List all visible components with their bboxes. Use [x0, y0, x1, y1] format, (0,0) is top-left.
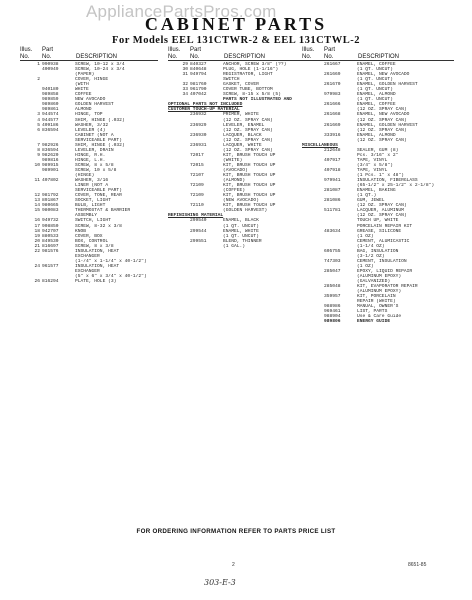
- part-description: BLEND, THINNER: [223, 238, 262, 244]
- part-description: (12 OZ. SPRAY CAN): [357, 203, 407, 209]
- part-number: 281087: [324, 188, 341, 194]
- part-number: 908850: [42, 223, 59, 229]
- column-header-cell: No.: [324, 53, 334, 60]
- part-description: SCREW, 8 x 5/8: [75, 162, 114, 168]
- part-number: 989861: [42, 107, 59, 113]
- part-description: MANUAL, OWNER'S: [357, 304, 399, 310]
- illus-number: [168, 244, 190, 249]
- part-number: 980665: [42, 203, 59, 209]
- part-number: 281086: [324, 198, 341, 204]
- part-description: (1 QT. UNCUT): [357, 87, 393, 93]
- part-description: (12 OZ. SPRAY CAN): [357, 107, 407, 113]
- parts-list: [302, 62, 454, 324]
- part-description: REFINISHING MATERIAL: [168, 213, 224, 219]
- part-description: (1 QT. UNCUT): [223, 233, 259, 239]
- part-description: (12 OZ. SPRAY CAN): [223, 127, 273, 133]
- part-number: 961790: [190, 87, 207, 93]
- part-description: PLATE, HOLE (3): [75, 279, 117, 285]
- part-number: 299551: [190, 238, 207, 244]
- part-description: CABINET (NOT A: [75, 132, 114, 138]
- column-header-cell: Illus.: [302, 47, 315, 53]
- part-number: 988904: [324, 314, 341, 320]
- part-description: COVER TUBE, BOTTOM: [223, 87, 273, 93]
- part-number: 949794: [190, 72, 207, 78]
- illus-number: 32: [182, 82, 188, 88]
- part-description: WHITE: [75, 87, 89, 93]
- part-description: ENAMEL, WHITE: [223, 228, 259, 234]
- part-description: WASHER, 3/32: [75, 122, 109, 128]
- part-description: SCREW, 8-32 x 3/8: [75, 223, 122, 229]
- part-description: ENAMEL, BAKING: [357, 188, 396, 194]
- illus-number: 20: [34, 238, 40, 244]
- part-description: (12 OZ. SPRAY CAN): [357, 137, 407, 143]
- column-header-line: [302, 54, 454, 62]
- part-description: PLUG, HOLE (1-1/16"): [223, 67, 279, 73]
- part-description: SCREW, 8-15 x 5/8 (5): [223, 92, 281, 98]
- part-description: (WITH: [75, 82, 89, 88]
- part-description: SCREW, 10 x 5/8: [75, 167, 117, 173]
- part-number: 236929: [190, 122, 207, 128]
- part-number: 72017: [190, 152, 204, 158]
- part-description: EXCHANGER: [75, 253, 100, 259]
- part-number: 261669: [324, 122, 341, 128]
- part-number: 816697: [42, 243, 59, 249]
- part-number: 979983: [324, 92, 341, 98]
- part-number: [190, 244, 223, 249]
- parts-column-2: [168, 47, 306, 249]
- page-title: CABINET PARTS: [144, 14, 328, 34]
- part-description: ALMOND: [75, 107, 92, 113]
- watermark: AppliancePartsPros.com: [86, 2, 277, 21]
- part-description: INSULATION, HEAT: [75, 248, 120, 254]
- part-number: 982620: [42, 152, 59, 158]
- part-description: (1 Pcs. 1" x 48"): [357, 173, 404, 179]
- part-description: HINGE, L.H.: [75, 157, 106, 163]
- document-code: 8651-85: [408, 562, 427, 568]
- part-description: ENAMEL, ALMOND: [357, 92, 396, 98]
- column-header-cell: Part: [324, 47, 336, 53]
- part-description: REPAIR (WHITE): [357, 299, 396, 305]
- part-description: THERMOSTAT & BARRIER: [75, 208, 131, 214]
- part-description: Use & Care Guide: [357, 314, 402, 320]
- part-description: ENAMEL, NEW AVOCADO: [357, 112, 410, 118]
- column-header-line: [168, 54, 306, 62]
- part-number: 836594: [42, 127, 59, 133]
- illus-number: 34: [182, 92, 188, 98]
- part-description: REGISTRATOR, LIGHT: [223, 72, 273, 78]
- part-description: PORCELAIN REPAIR KIT: [357, 223, 413, 229]
- illus-number: 7: [37, 142, 40, 148]
- part-description: COVER, HINGE: [75, 77, 109, 83]
- part-number: 990938: [42, 62, 59, 67]
- part-number: 285047: [324, 268, 341, 274]
- column-header: [168, 47, 306, 61]
- part-number: 261670: [324, 82, 341, 88]
- part-description: GOLDEN HARVEST: [75, 102, 114, 108]
- part-description: (12 OZ. SPRAY CAN): [223, 117, 273, 123]
- part-description: (1 QT. UNCUT): [357, 77, 393, 83]
- part-number: 236932: [190, 112, 207, 118]
- part-description: (1 GAL.): [223, 243, 246, 249]
- part-description: KIT, BRUSH TOUCH UP: [223, 162, 276, 168]
- part-description: (12 OZ. SPRAY CAN): [357, 213, 407, 219]
- part-description: (PAPER): [75, 72, 95, 78]
- part-number: 944577: [42, 117, 59, 123]
- part-number: 407918: [324, 167, 341, 173]
- part-number: 483634: [324, 228, 341, 234]
- column-header-cell: Part: [190, 47, 202, 53]
- part-description: (NEW AVOCADO): [223, 198, 259, 204]
- part-description: LINER (NOT A: [75, 183, 109, 189]
- part-description: Pcs. 3/16" x 2": [357, 152, 399, 158]
- illus-number: 11: [34, 178, 40, 184]
- part-description: ENAMEL, NEW AVOCADO: [357, 72, 410, 78]
- part-description: TOUCH UP, WHITE: [357, 218, 399, 224]
- illus-number: 17: [34, 223, 40, 229]
- part-description: KIT, BRUSH TOUCH UP: [223, 152, 276, 158]
- part-description: SEALER, GUM (8): [357, 147, 399, 153]
- part-number: 979941: [324, 178, 341, 184]
- part-number: 407917: [324, 157, 341, 163]
- column-header-cell: No.: [168, 53, 178, 60]
- illus-number: 3: [37, 112, 40, 118]
- part-description: PRIMER, WHITE: [223, 112, 259, 118]
- illus-number: 21: [34, 243, 40, 249]
- part-number: 891867: [42, 198, 59, 204]
- parts-list: [20, 62, 158, 284]
- part-number: 940180: [42, 87, 59, 93]
- part-description: GUM, JEWEL: [357, 198, 385, 204]
- part-number: 400949: [42, 67, 59, 73]
- part-description: (5" x 6" x 3/4" x 40-1/2"): [75, 273, 147, 279]
- part-description: (12 OZ. SPRAY CAN): [357, 127, 407, 133]
- part-number: 981760: [190, 82, 207, 88]
- illus-number: 22: [34, 248, 40, 254]
- part-description: ENAMEL, ALMOND: [357, 132, 396, 138]
- parts-column-3: [302, 47, 454, 324]
- part-number: 840327: [190, 62, 207, 67]
- part-description: SHIM, HINGE (.032): [75, 117, 125, 123]
- part-number: 261667: [324, 62, 341, 67]
- part-description: (65-1/2" x 25-1/2" x 2-1/8"): [357, 183, 435, 189]
- part-number: 981576: [42, 248, 59, 254]
- part-description: (12 OZ. SPRAY CAN): [223, 147, 273, 153]
- column-header-cell: Part: [42, 47, 54, 53]
- part-number: 989859: [42, 97, 59, 103]
- part-description: SCREW, 10-12 x 3/4: [75, 62, 125, 67]
- part-description: COVER, TONE, REAR: [75, 193, 122, 199]
- part-description: (1-1/4 OZ): [357, 243, 385, 249]
- part-number: 949732: [42, 218, 59, 224]
- page-subtitle: For Models EEL 131CTWR-2 & EEL 131CTWL-2: [112, 35, 360, 46]
- part-number: 72109: [190, 193, 204, 199]
- part-number: 407042: [190, 92, 207, 98]
- part-number: 409186: [42, 122, 59, 128]
- part-description: ENAMEL, BLACK: [223, 218, 259, 224]
- illus-number: 5: [37, 122, 40, 128]
- part-description: (3/4" x 5/8"): [357, 162, 393, 168]
- part-description: TAPE, VINYL: [357, 157, 388, 163]
- column-header-cell: DESCRIPTION: [76, 53, 118, 60]
- part-description: ENERGY GUIDE: [357, 319, 391, 325]
- part-description: COFFEE: [75, 92, 92, 98]
- part-description: KIT, PORCELAIN: [357, 294, 396, 300]
- parts-row: [20, 279, 158, 284]
- illus-number: 19: [34, 233, 40, 239]
- illus-number: [302, 319, 324, 324]
- illus-number: 12: [34, 193, 40, 199]
- column-header: [20, 47, 158, 61]
- part-number: 989860: [42, 102, 59, 108]
- part-description: CUSTOMER TOUCH-UP MATERIAL: [168, 107, 240, 113]
- handwritten-note: 303-E-3: [204, 578, 236, 587]
- part-description: LACQUER, BLACK: [223, 132, 262, 138]
- part-description: SERVICEABLE PART): [75, 137, 122, 143]
- illus-number: 15: [34, 208, 40, 214]
- part-description: (HINGE): [75, 173, 95, 179]
- part-description: (3-1/2 OZ): [357, 253, 385, 259]
- part-description: INSULATION, FIBERGLASS: [357, 178, 418, 184]
- part-description: (ALMOND): [223, 178, 246, 184]
- part-number: 285048: [324, 284, 341, 290]
- part-description: (1 OZ): [357, 263, 374, 269]
- column-header-cell: Illus.: [168, 47, 181, 53]
- part-description: HINGE, TOP: [75, 112, 103, 118]
- illus-number: 10: [34, 162, 40, 168]
- part-description: (AVOCADO): [223, 167, 248, 173]
- part-description: (ALUMINUM EPOXY): [357, 289, 402, 295]
- part-description: (COFFEE): [223, 188, 246, 194]
- part-number: 961577: [42, 263, 59, 269]
- part-number: 299544: [190, 228, 207, 234]
- illus-number: 16: [34, 218, 40, 224]
- part-description: BULB, LIGHT: [75, 203, 106, 209]
- part-description: LIST, PARTS: [357, 309, 388, 315]
- part-description: OPTIONAL PARTS NOT INCLUDED: [168, 102, 243, 108]
- column-header-cell: Illus.: [20, 47, 33, 53]
- part-number: 989915: [42, 162, 59, 168]
- illus-number: 14: [34, 203, 40, 209]
- part-number: 989901: [42, 167, 59, 173]
- part-description: (12 OZ. SPRAY CAN): [357, 117, 407, 123]
- column-header-cell: No.: [20, 53, 30, 60]
- part-description: GREASE, SILICONE: [357, 228, 402, 234]
- part-description: (1-/4" x 1-1/4" x 40-1/2"): [75, 258, 147, 264]
- part-description: (1 QT.): [357, 193, 377, 199]
- part-description: LEVELER, DRAIN: [75, 147, 114, 153]
- part-description: ENAMEL, GOLDEN HARVEST: [357, 122, 418, 128]
- part-number: 989858: [42, 92, 59, 98]
- parts-list: [168, 62, 306, 249]
- part-number: 980083: [42, 208, 59, 214]
- part-description: BOX, CONTROL: [75, 238, 109, 244]
- part-description: SCREW, 10-24 x 3/4: [75, 67, 125, 73]
- illus-number: 26: [34, 279, 40, 285]
- page-number: 2: [232, 562, 235, 568]
- parts-row: [168, 244, 306, 249]
- part-description: KIT, BRUSH TOUCH UP: [223, 193, 276, 199]
- part-number: 849530: [42, 238, 59, 244]
- part-description: LEVELER, ENAMEL: [223, 122, 265, 128]
- illus-number: 8: [37, 147, 40, 153]
- part-description: CEMENT, ALUMICASTIC: [357, 238, 410, 244]
- part-description: NEW AVOCADO: [75, 97, 106, 103]
- illus-number: 6: [37, 127, 40, 133]
- part-description: COVER, BOX: [75, 233, 103, 239]
- part-number: 942707: [42, 228, 59, 234]
- parts-column-1: [20, 47, 158, 284]
- column-header-cell: DESCRIPTION: [358, 53, 400, 60]
- part-number: 988986: [324, 304, 341, 310]
- part-number: 359957: [324, 294, 341, 300]
- part-number: 511781: [324, 208, 341, 214]
- illus-number: 9: [37, 152, 40, 158]
- illus-number: 13: [34, 198, 40, 204]
- illus-number: 29: [182, 62, 188, 67]
- part-number: 981792: [42, 193, 59, 199]
- part-number: 880533: [42, 233, 59, 239]
- illus-number: 2: [37, 77, 40, 83]
- illus-number: 24: [34, 263, 40, 269]
- part-number: 969461: [324, 309, 341, 315]
- part-description: ANCHOR, SCREW 3/8" (??): [223, 62, 287, 67]
- illus-number: 31: [182, 72, 188, 78]
- column-header-cell: No.: [42, 53, 52, 60]
- part-number: 212648: [324, 147, 341, 153]
- part-description: SERVICEABLE PART): [75, 188, 122, 194]
- part-number: 72109: [190, 183, 204, 189]
- part-number: 299540: [190, 218, 207, 224]
- part-description: KNOB: [75, 228, 87, 234]
- part-description: ENAMEL, COFFEE: [357, 102, 396, 108]
- part-number: 261666: [324, 102, 341, 108]
- part-description: ASSEMBLY: [75, 213, 98, 219]
- part-number: 236930: [190, 132, 207, 138]
- part-description: LEVELER (4): [75, 127, 106, 133]
- part-description: (1 QT. UNCUT): [357, 97, 393, 103]
- illus-number: 30: [182, 67, 188, 73]
- part-description: PARTS NOT ILLUSTRATED AND: [223, 97, 292, 103]
- part-description: (1 QT. UNCUT): [357, 67, 393, 73]
- part-description: (1 OZ): [357, 233, 374, 239]
- ordering-note: FOR ORDERING INFORMATION REFER TO PARTS PRICE LIST: [136, 528, 336, 535]
- part-description: EXCHANGER: [75, 268, 100, 274]
- part-number: 840648: [190, 67, 207, 73]
- illus-number: 18: [34, 228, 40, 234]
- part-number: 72107: [190, 173, 204, 179]
- part-description: LACQUER, ALUMINUM: [357, 208, 404, 214]
- part-description: (1 QT. UNCUT): [223, 223, 259, 229]
- part-number: 72015: [190, 162, 204, 168]
- part-description: EPOXY, LIQUID REPAIR: [357, 268, 413, 274]
- part-description: TAPE, VINYL: [357, 167, 388, 173]
- illus-number: 1: [37, 62, 40, 67]
- parts-row: [302, 319, 454, 324]
- part-number: 989816: [42, 157, 59, 163]
- part-description: SCREW, 8 x 3/8: [75, 243, 114, 249]
- part-description: WASHER, 3/16: [75, 178, 109, 184]
- column-header-cell: DESCRIPTION: [224, 53, 266, 60]
- illus-number: 33: [182, 87, 188, 93]
- part-description: MISCELLANEOUS: [302, 142, 338, 148]
- part-description: (GOLDEN HARVEST): [223, 208, 268, 214]
- part-description: LACQUER, WHITE: [223, 142, 262, 148]
- part-number: 944574: [42, 112, 59, 118]
- part-number: 836594: [42, 147, 59, 153]
- part-description: (WHITE): [223, 157, 243, 163]
- part-number: 989806: [324, 319, 341, 325]
- part-number: 982926: [42, 142, 59, 148]
- part-description: SWITCH: [223, 77, 240, 83]
- part-description: CEMENT, INSULATION: [357, 258, 407, 264]
- illus-number: 4: [37, 117, 40, 123]
- part-description: ENAMEL, GOLDEN HARVEST: [357, 82, 418, 88]
- part-description: HINGE, R.H.: [75, 152, 106, 158]
- part-number: 605755: [324, 248, 341, 254]
- part-description: KIT, BRUSH TOUCH UP: [223, 183, 276, 189]
- column-header-line: [20, 54, 158, 62]
- part-number: 236931: [190, 142, 207, 148]
- part-number: 333916: [324, 132, 341, 138]
- part-description: ENAMEL, COFFEE: [357, 62, 396, 67]
- part-number: 816294: [42, 279, 59, 285]
- part-description: SWITCH, LIGHT: [75, 218, 111, 224]
- part-description: SOCKET, LIGHT: [75, 198, 111, 204]
- part-description: (12 OZ. SPRAY CAN): [223, 137, 273, 143]
- part-description: (ALUMINUM EPOXY): [357, 273, 402, 279]
- part-description: SHIM, HINGE (.032): [75, 142, 125, 148]
- column-header-cell: No.: [302, 53, 312, 60]
- part-number: 261669: [324, 72, 341, 78]
- part-description: (GALVANIZED): [357, 279, 391, 285]
- part-description: KIT, BRUSH TOUCH UP: [223, 203, 276, 209]
- part-number: 261668: [324, 112, 341, 118]
- part-description: INSULATION, HEAT: [75, 263, 120, 269]
- column-header: [302, 47, 454, 61]
- part-description: BAG, INSULATION: [357, 248, 399, 254]
- part-number: 407802: [42, 178, 59, 184]
- part-description: KIT, EVAPORATOR REPAIR: [357, 284, 418, 290]
- part-description: GASKET, COVER: [223, 82, 259, 88]
- part-number: 747303: [324, 258, 341, 264]
- column-header-cell: No.: [190, 53, 200, 60]
- part-description: KIT, BRUSH TOUCH UP: [223, 173, 276, 179]
- part-number: 72110: [190, 203, 204, 209]
